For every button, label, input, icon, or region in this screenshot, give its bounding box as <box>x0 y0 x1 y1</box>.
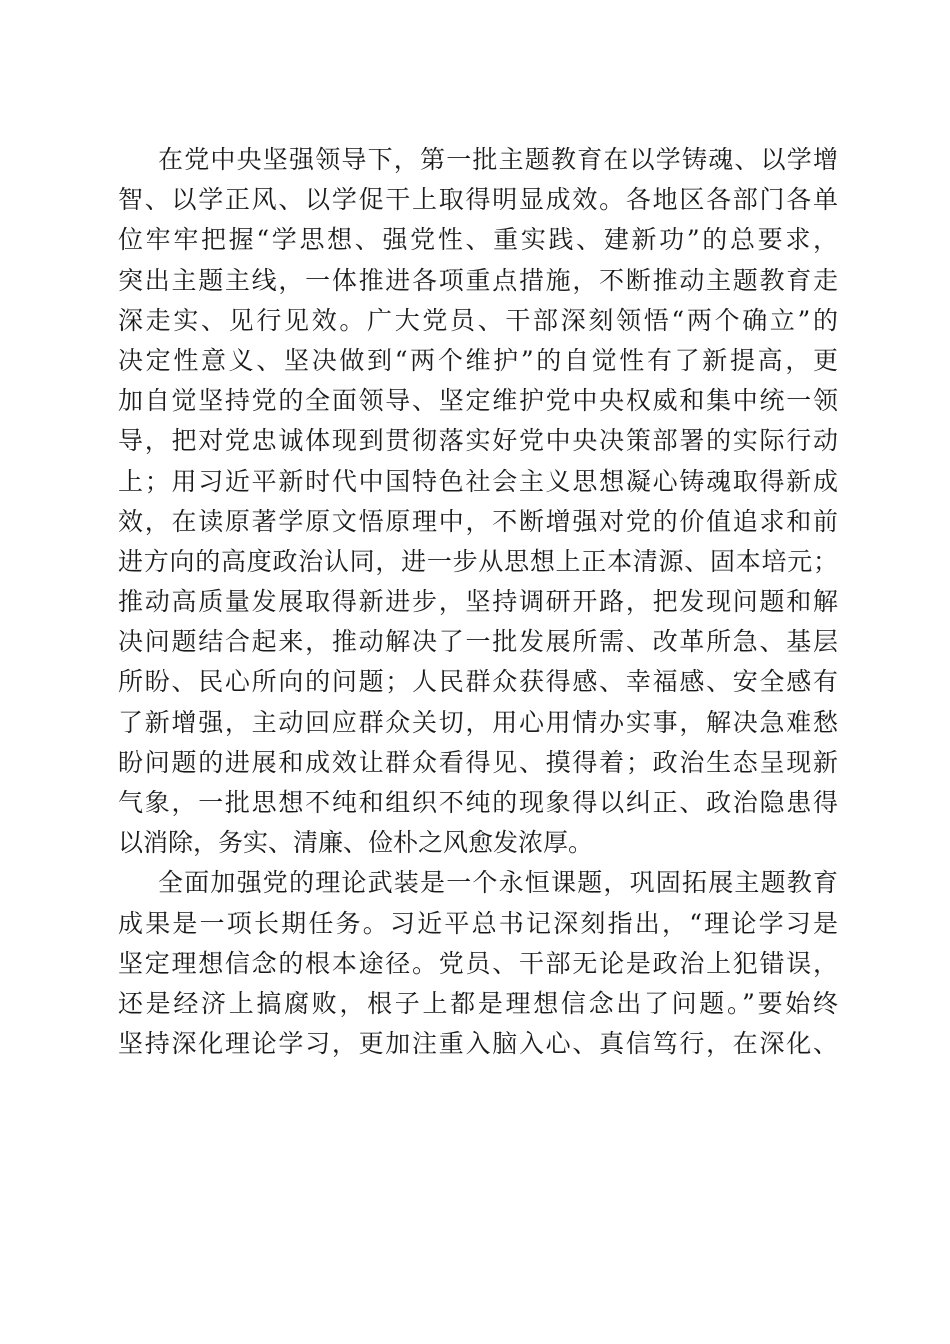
text-line: 位牢牢把握“学思想、强党性、重实践、建新功”的总要求， <box>118 225 838 255</box>
text-line: 推动高质量发展取得新进步，坚持调研开路，把发现问题和解 <box>118 587 838 617</box>
text-line: 盼问题的进展和成效让群众看得见、摸得着；政治生态呈现新 <box>118 747 838 777</box>
text-line: 决问题结合起来，推动解决了一批发展所需、改革所急、基层 <box>118 627 838 657</box>
text-line: 在党中央坚强领导下，第一批主题教育在以学铸魂、以学增 <box>158 145 838 174</box>
text-line: 决定性意义、坚决做到“两个维护”的自觉性有了新提高，更 <box>118 345 838 375</box>
text-line: 上；用习近平新时代中国特色社会主义思想凝心铸魂取得新成 <box>118 466 838 496</box>
text-line: 气象，一批思想不纯和组织不纯的现象得以纠正、政治隐患得 <box>118 788 838 817</box>
text-line: 效，在读原著学原文悟原理中，不断增强对党的价值追求和前 <box>118 506 838 536</box>
text-line: 深走实、见行见效。广大党员、干部深刻领悟“两个确立”的 <box>118 305 838 335</box>
text-line: 坚持深化理论学习，更加注重入脑入心、真信笃行，在深化、 <box>118 1029 838 1059</box>
text-line: 突出主题主线，一体推进各项重点措施，不断推动主题教育走 <box>118 265 838 295</box>
text-line: 加自觉坚持党的全面领导、坚定维护党中央权威和集中统一领 <box>118 386 838 416</box>
paragraph-2 <box>118 863 838 1064</box>
text-line: 智、以学正风、以学促干上取得明显成效。各地区各部门各单 <box>118 185 838 215</box>
text-line: 所盼、民心所向的问题；人民群众获得感、幸福感、安全感有 <box>118 667 838 697</box>
text-line: 进方向的高度政治认同，进一步从思想上正本清源、固本培元； <box>118 546 838 576</box>
text-line: 坚定理想信念的根本途径。党员、干部无论是政治上犯错误， <box>118 948 838 978</box>
paragraph-1 <box>118 140 838 863</box>
text-line: 成果是一项长期任务。习近平总书记深刻指出，“理论学习是 <box>118 908 838 938</box>
text-line: 全面加强党的理论武装是一个永恒课题，巩固拓展主题教育 <box>158 868 838 898</box>
text-line: 还是经济上搞腐败，根子上都是理想信念出了问题。”要始终 <box>118 988 838 1018</box>
text-line: 导，把对党忠诚体现到贯彻落实好党中央决策部署的实际行动 <box>118 426 838 456</box>
text-line: 以消除，务实、清廉、俭朴之风愈发浓厚。 <box>118 828 594 858</box>
text-line: 了新增强，主动回应群众关切，用心用情办实事，解决急难愁 <box>118 707 838 737</box>
body-text <box>118 140 838 1064</box>
